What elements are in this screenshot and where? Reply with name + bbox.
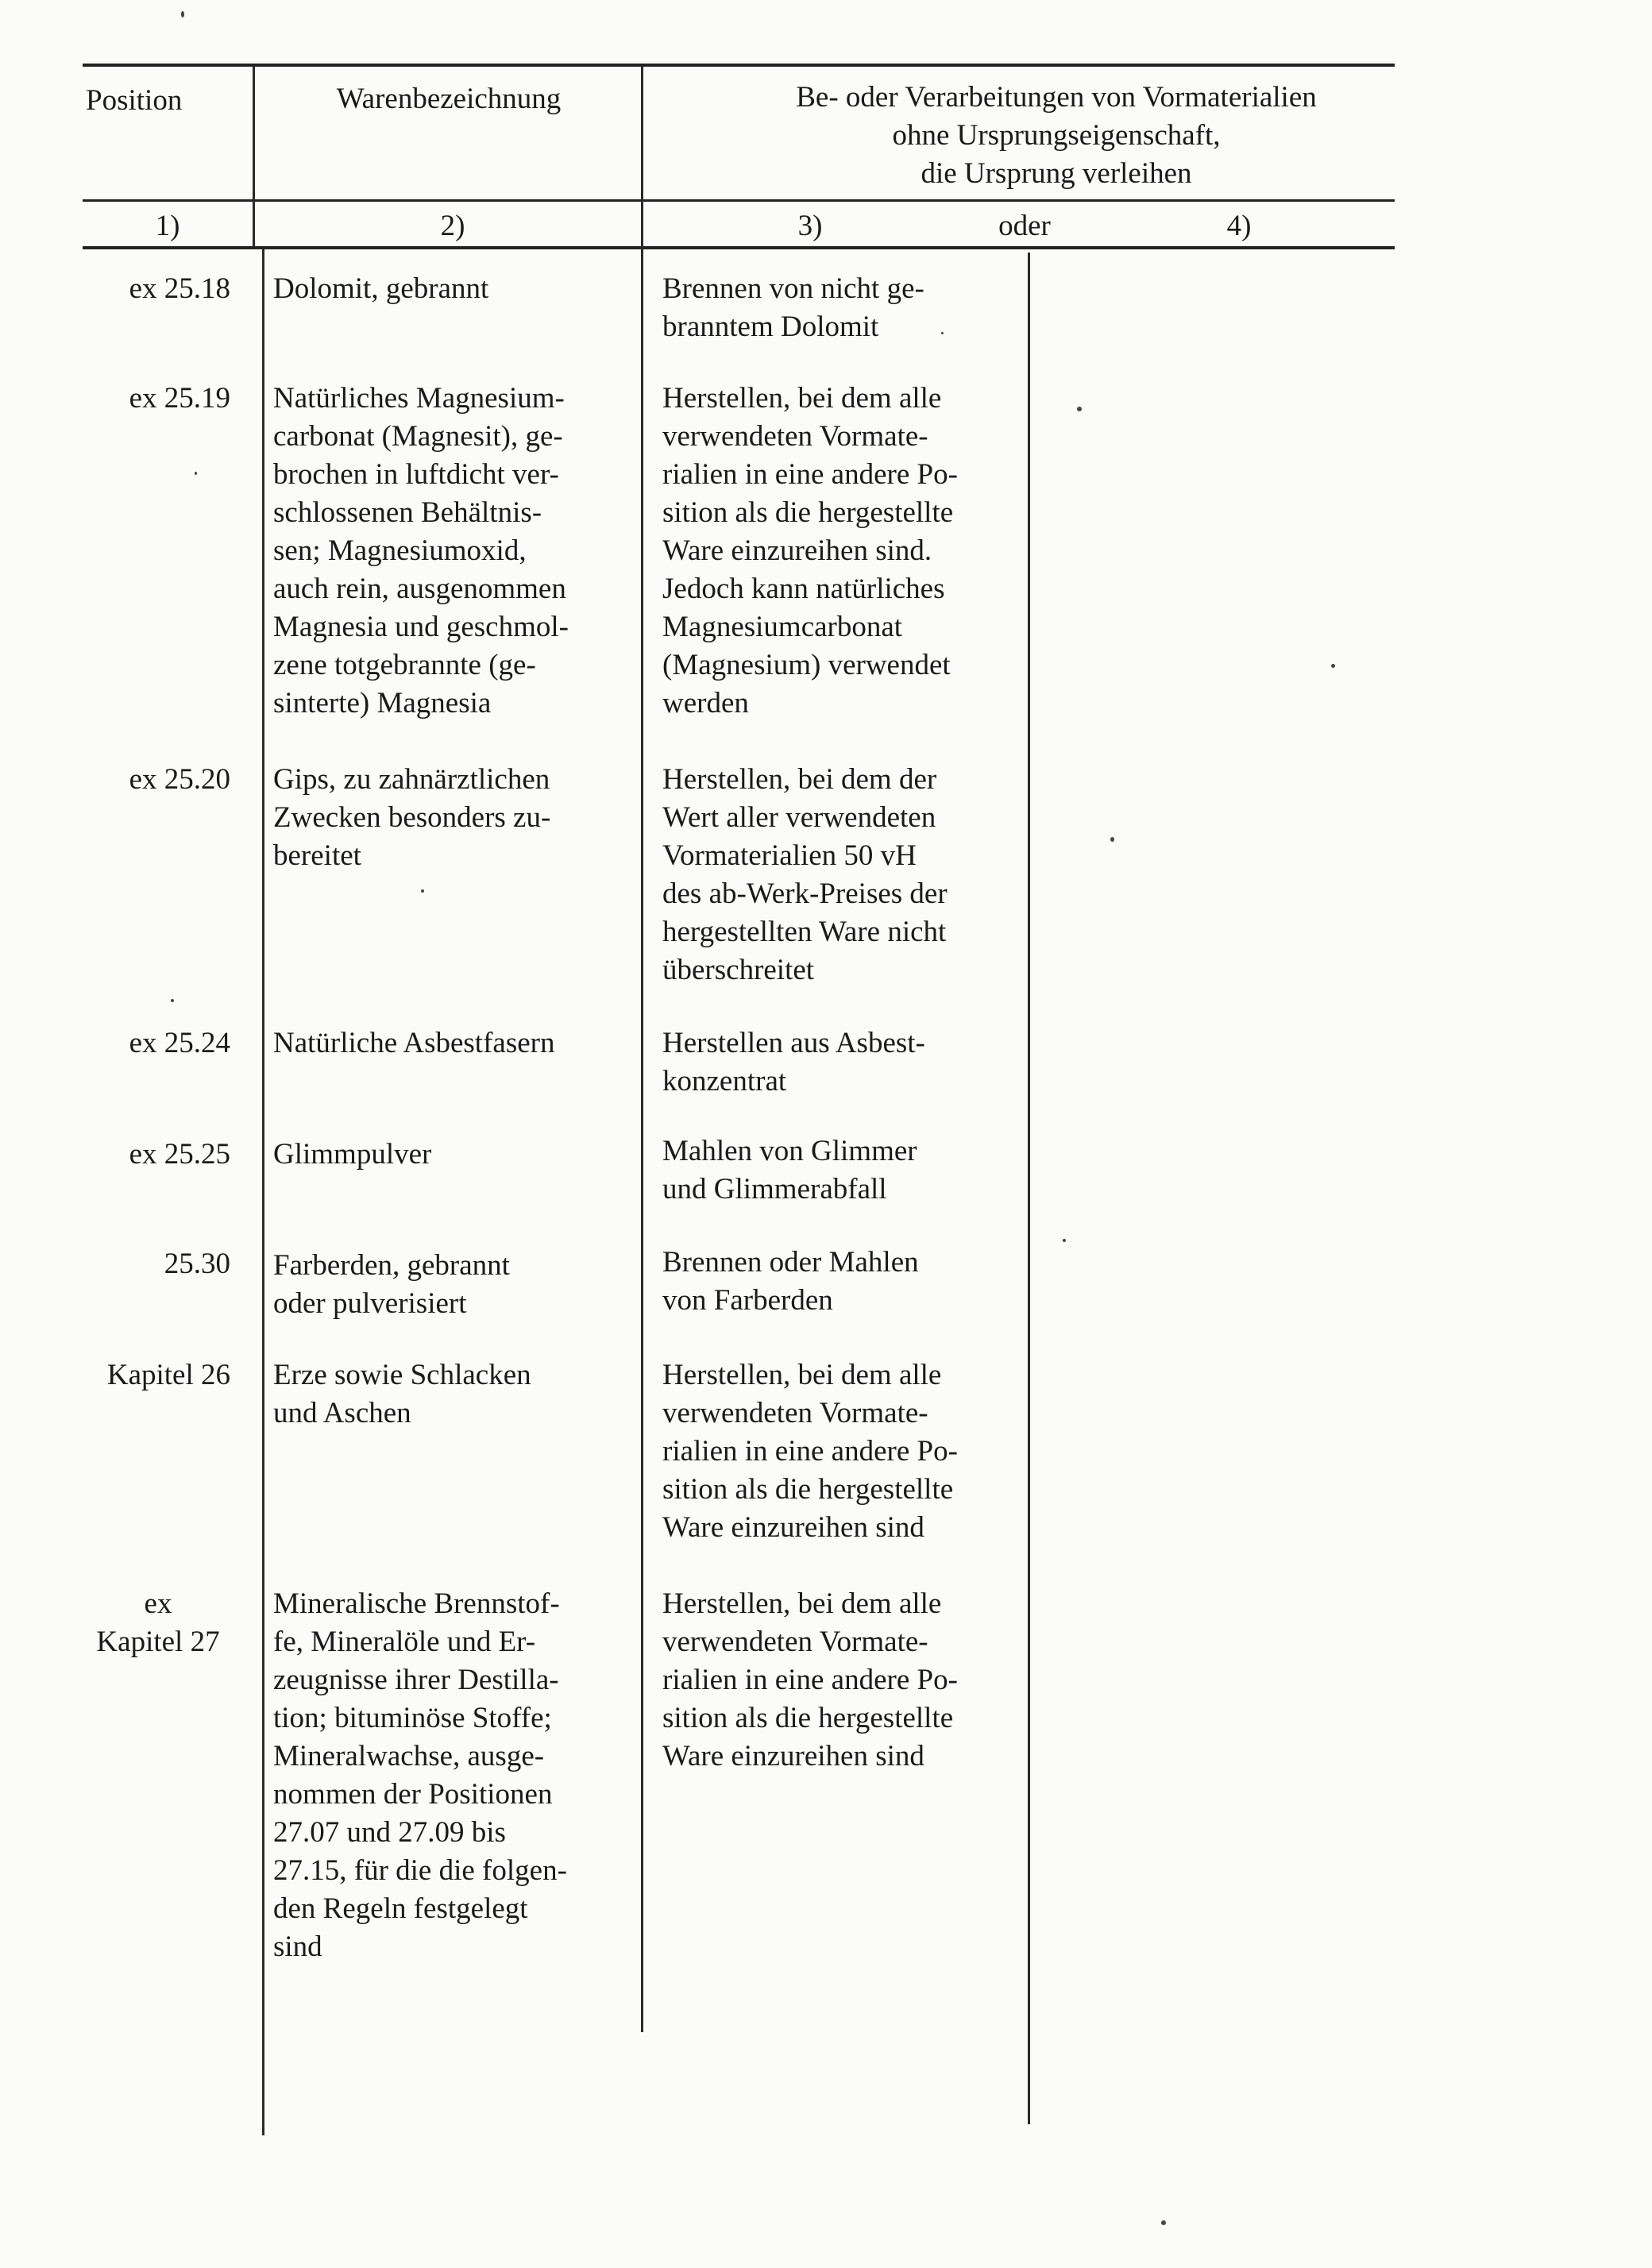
row-2-description: Natürliches Magnesium- carbonat (Magnesit), ge- brochen in luftdicht ver- schlossenen Behältnis- sen; Magnesiumoxid, auch rein, ausgenommen Magnesia und geschmol- zene totgebrannte (ge- sinterte) Magnesia [273,382,569,719]
column-oder: oder [998,210,1051,242]
scan-speck [1161,2220,1166,2225]
row-5-position: ex 25.25 [129,1138,230,1171]
row-1-description: Dolomit, gebrannt [273,272,489,305]
row-3-position: ex 25.20 [129,763,230,796]
column-number-4: 4) [1226,210,1252,242]
row-1-rule: Brennen von nicht ge- branntem Dolomit [662,272,924,343]
row-4-description: Natürliche Asbestfasern [273,1027,555,1059]
row-5-description: Glimmpulver [273,1138,432,1171]
scan-speck [1331,664,1335,668]
scan-speck [181,11,184,17]
row-5-rule: Mahlen von Glimmer und Glimmerabfall [662,1135,917,1205]
scan-speck [195,472,197,475]
row-3-rule: Herstellen, bei dem der Wert aller verwendeten Vormaterialien 50 vH des ab-Werk-Preises der hergestellten Ware nicht überschreitet [662,763,948,986]
scan-speck [1077,407,1082,411]
header-rule-line-2: ohne Ursprungseigenschaft, [892,119,1221,152]
row-4-position: ex 25.24 [129,1027,230,1059]
scan-speck [421,889,424,893]
header-rule-line-3: die Ursprung verleihen [921,157,1192,190]
column-divider-1-body [262,249,264,2135]
row-7-rule: Herstellen, bei dem alle verwendeten Vormate- rialien in eine andere Po- sition als die hergestellte Ware einzureihen sind [662,1359,958,1544]
scan-speck [941,332,944,334]
header-position: Position [86,84,183,117]
row-6-description: Farberden, gebrannt oder pulverisiert [273,1249,510,1320]
scan-speck [1110,837,1114,842]
header-rule [83,199,1395,202]
column-number-2: 2) [440,210,465,242]
scan-speck [171,999,174,1002]
column-divider-2 [641,67,643,2032]
row-7-position: Kapitel 26 [106,1359,230,1391]
row-2-rule: Herstellen, bei dem alle verwendeten Vormate- rialien in eine andere Po- sition als die hergestellte Ware einzureihen sind. Jedoch kann natürliches Magnesiumcarbonat (Magnesium) verwendet werden [662,382,958,719]
row-6-position: 25.30 [164,1248,230,1280]
row-8-description: Mineralische Brennstof- fe, Mineralöle und Er- zeugnisse ihrer Destilla- tion; bituminöse Stoffe; Mineralwachse, ausge- nommen der Positionen 27.07 und 27.09 bis 27.15, für die die folgen- den Regeln festgelegt sind [273,1587,567,1963]
number-row-rule [83,246,1395,249]
row-8-position: ex Kapitel 27 [96,1587,220,1658]
table-top-rule [83,64,1395,67]
row-1-position: ex 25.18 [129,272,230,305]
column-number-3: 3) [797,210,823,242]
scan-speck [1063,1239,1066,1242]
column-divider-3 [1028,253,1030,2124]
column-number-1: 1) [155,210,180,242]
row-7-description: Erze sowie Schlacken und Aschen [273,1359,531,1429]
row-3-description: Gips, zu zahnärztlichen Zwecken besonders zu- bereitet [273,763,551,872]
column-divider-1 [253,67,255,246]
row-2-position: ex 25.19 [129,382,230,415]
header-rule-line-1: Be- oder Verarbeitungen von Vormaterialien [796,81,1317,114]
row-6-rule: Brennen oder Mahlen von Farberden [662,1246,919,1317]
row-4-rule: Herstellen aus Asbest- konzentrat [662,1027,925,1097]
row-8-rule: Herstellen, bei dem alle verwendeten Vormate- rialien in eine andere Po- sition als die hergestellte Ware einzureihen sind [662,1587,958,1772]
header-description: Warenbezeichnung [336,83,562,115]
